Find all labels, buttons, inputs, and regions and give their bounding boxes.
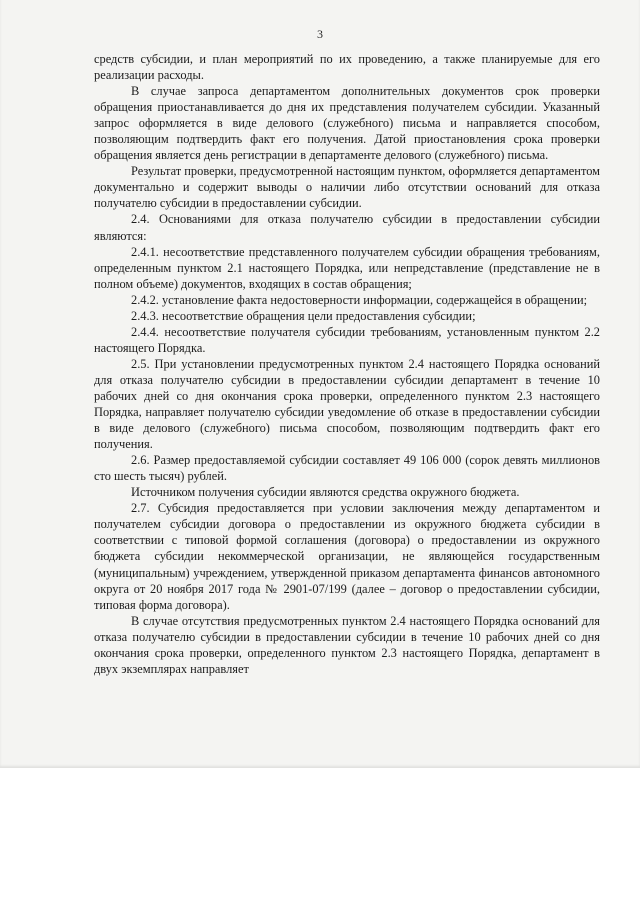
paragraph-2-5: 2.5. При установлении предусмотренных пунктом 2.4 настоящего Порядка оснований для отказа получателю субсидии в предоставлении субсидии департамент в течение 10 рабочих дней со дня окончания срока проверки, определенного пунктом 2.3 настоящего Порядка, направляет получателю субсидии уведомление об отказе в предоставлении субсидии в виде делового (служебного) письма способом, позволяющим подтвердить факт его получения. <box>94 356 600 452</box>
paragraph-2-4-4: 2.4.4. несоответствие получателя субсидии требованиям, установленным пунктом 2.2 настоящего Порядка. <box>94 324 600 355</box>
paragraph-check-result: Результат проверки, предусмотренной настоящим пунктом, оформляется департаментом документально и содержит выводы о наличии либо отсутствии оснований для отказа получателю субсидии в предоставлении субсидии. <box>94 164 600 211</box>
paragraph-no-grounds: В случае отсутствия предусмотренных пунктом 2.4 настоящего Порядка оснований для отказа получателю субсидии в предоставлении субсидии в течение 10 рабочих дней со дня окончания срока проверки, определенного пунктом 2.3 настоящего Порядка, департамент в двух экземплярах направляет <box>94 613 600 676</box>
paragraph-continuation: средств субсидии, и план мероприятий по их проведению, а также планируемые для его реализации расходы. <box>94 52 600 83</box>
paragraph-funding-source: Источником получения субсидии являются средства окружного бюджета. <box>131 485 520 500</box>
paragraph-2-4-1: 2.4.1. несоответствие представленного получателем субсидии обращения требованиям, определенным пунктом 2.1 настоящего Порядка, или непредставление (представление не в полном объеме) документов, входящих в состав обращения; <box>94 244 600 291</box>
paragraph-2-4-3: 2.4.3. несоответствие обращения цели предоставления субсидии; <box>131 308 476 323</box>
paragraph-2-4: 2.4. Основаниями для отказа получателю субсидии в предоставлении субсидии являются: <box>94 212 600 243</box>
paragraph-additional-documents: В случае запроса департаментом дополнительных документов срок проверки обращения приостанавливается до дня их представления получателем субсидии. Указанный запрос оформляется в виде делового (служебного) письма и направляется способом, позволяющим подтвердить факт его получения. Датой приостановления срока проверки обращения является день регистрации в департаменте делового (служебного) письма. <box>94 84 600 163</box>
page-number: 3 <box>317 27 323 41</box>
paragraph-2-6: 2.6. Размер предоставляемой субсидии составляет 49 106 000 (сорок девять миллионов сто шесть тысяч) рублей. <box>94 453 600 484</box>
paragraph-2-4-2: 2.4.2. установление факта недостоверности информации, содержащейся в обращении; <box>131 292 588 307</box>
document-body <box>94 51 600 677</box>
paragraph-2-7: 2.7. Субсидия предоставляется при условии заключения между департаментом и получателем субсидии договора о предоставлении из окружного бюджета субсидии в соответствии с типовой формой соглашения (договора) о предоставлении из окружного бюджета субсидии некоммерческой организации, не являющейся государственным (муниципальным) учреждением, утвержденной приказом департамента финансов автономного округа от 20 ноября 2017 года № 2901-07/199 (далее – договор о предоставлении субсидии, типовая форма договора). <box>94 501 600 612</box>
